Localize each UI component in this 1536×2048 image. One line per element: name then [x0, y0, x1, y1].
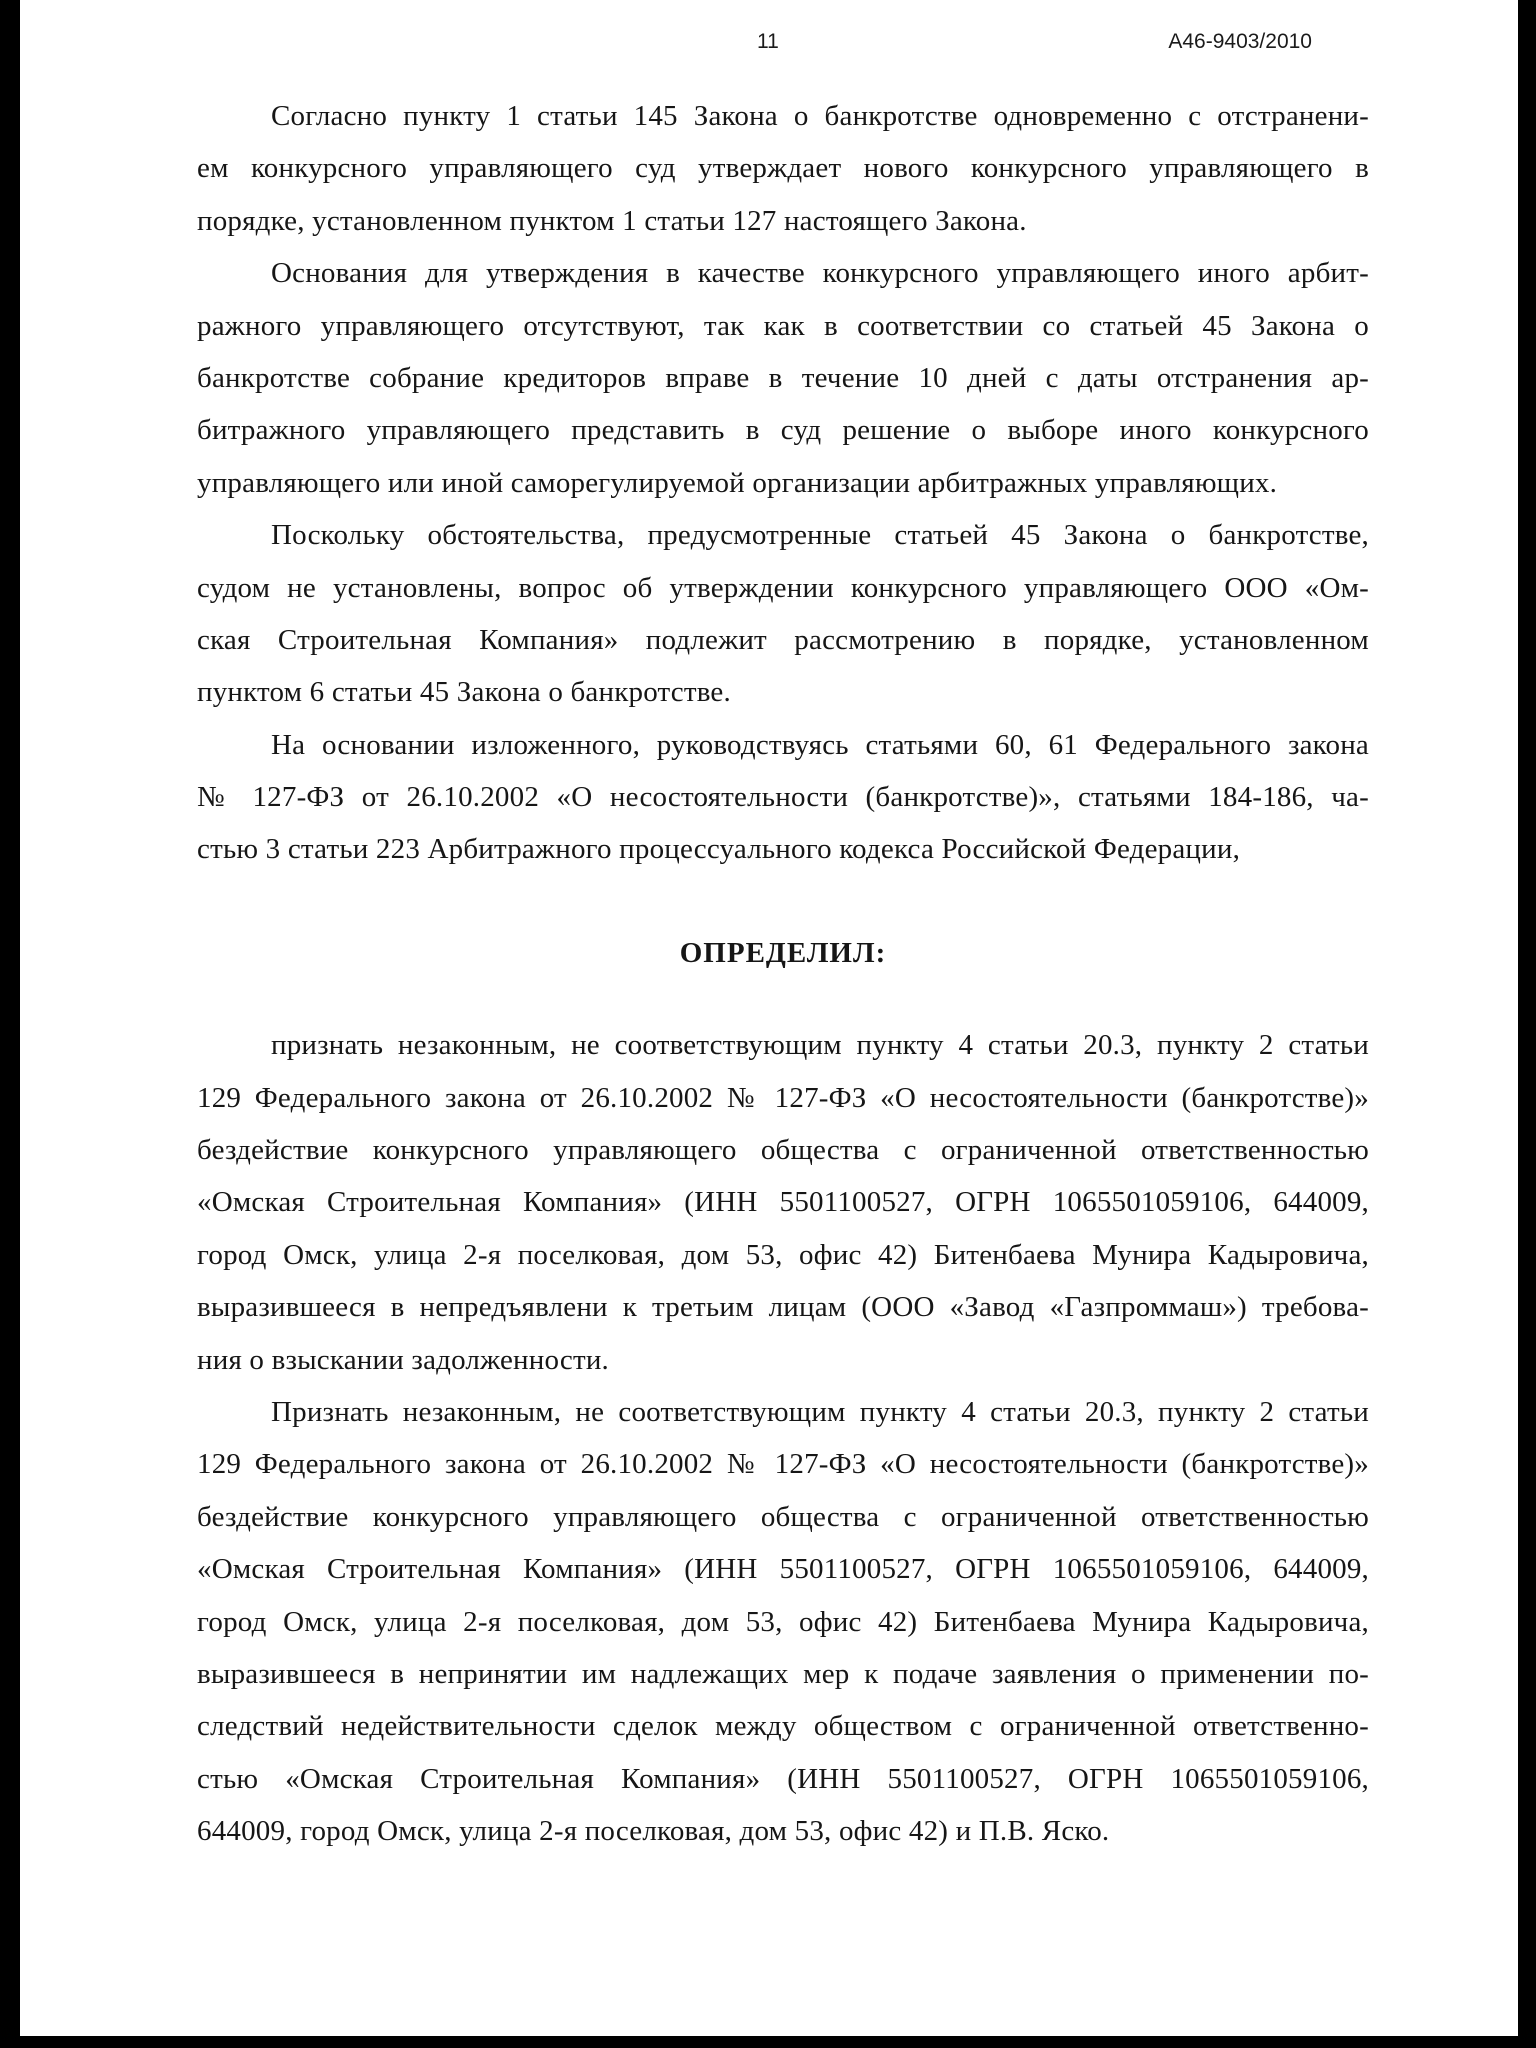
text-line: признать незаконным, не соответствующим пункту 4 статьи 20.3, пункту 2 статьи: [271, 1029, 1369, 1062]
document-body: [197, 90, 1369, 1858]
text-line: Поскольку обстоятельства, предусмотренные статьей 45 Закона о банкротстве,: [271, 519, 1369, 552]
text-line: ем конкурсного управляющего суд утверждает нового конкурсного управляющего в: [197, 152, 1369, 185]
text-line: стью «Омская Строительная Компания» (ИНН 5501100527, ОГРН 1065501059106,: [197, 1762, 1369, 1795]
scan-edge-bottom: [0, 2036, 1536, 2048]
page-number: 11: [757, 30, 779, 53]
text-line: пунктом 6 статьи 45 Закона о банкротстве.: [197, 676, 731, 709]
text-line: город Омск, улица 2-я поселковая, дом 53, офис 42) Битенбаева Мунира Кадыровича,: [197, 1605, 1369, 1638]
text-line: порядке, установленном пунктом 1 статьи 127 настоящего Закона.: [197, 204, 1027, 237]
text-line: стью 3 статьи 223 Арбитражного процессуального кодекса Российской Федерации,: [197, 833, 1241, 866]
text-line: № 127-ФЗ от 26.10.2002 «О несостоятельности (банкротстве)», статьями 184-186, ча-: [197, 781, 1369, 814]
text-line: «Омская Строительная Компания» (ИНН 5501100527, ОГРН 1065501059106, 644009,: [197, 1186, 1369, 1219]
case-number: А46-9403/2010: [1168, 30, 1312, 53]
text-line: битражного управляющего представить в суд решение о выборе иного конкурсного: [197, 414, 1369, 447]
text-line: 129 Федерального закона от 26.10.2002 № 127-ФЗ «О несостоятельности (банкротстве)»: [197, 1448, 1369, 1481]
text-line: ражного управляющего отсутствуют, так как в соответствии со статьей 45 Закона о: [197, 309, 1369, 342]
text-line: банкротстве собрание кредиторов вправе в течение 10 дней с даты отстранения ар-: [197, 361, 1369, 394]
text-line: бездействие конкурсного управляющего общества с ограниченной ответственностью: [197, 1134, 1369, 1167]
text-line: 129 Федерального закона от 26.10.2002 № 127-ФЗ «О несостоятельности (банкротстве)»: [197, 1081, 1369, 1114]
text-line: следствий недействительности сделок между обществом с ограниченной ответственно-: [197, 1710, 1369, 1743]
text-line: судом не установлены, вопрос об утверждении конкурсного управляющего ООО «Ом-: [197, 571, 1369, 604]
text-line: На основании изложенного, руководствуясь статьями 60, 61 Федерального закона: [271, 728, 1369, 761]
text-line: выразившееся в непринятии им надлежащих мер к подаче заявления о применении по-: [197, 1657, 1369, 1690]
text-line: ния о взыскании задолженности.: [197, 1343, 609, 1376]
text-line: ская Строительная Компания» подлежит рассмотрению в порядке, установленном: [197, 623, 1369, 656]
text-line: выразившееся в непредъявлени к третьим лицам (ООО «Завод «Газпроммаш») требова-: [197, 1291, 1369, 1324]
text-line: «Омская Строительная Компания» (ИНН 5501100527, ОГРН 1065501059106, 644009,: [197, 1553, 1369, 1586]
decision-heading: ОПРЕДЕЛИЛ:: [679, 936, 887, 969]
text-line: 644009, город Омск, улица 2-я поселковая, дом 53, офис 42) и П.В. Яско.: [197, 1815, 1110, 1848]
text-line: управляющего или иной саморегулируемой организации арбитражных управляющих.: [197, 466, 1278, 499]
text-line: Согласно пункту 1 статьи 145 Закона о банкротстве одновременно с отстранени-: [271, 100, 1369, 132]
text-line: Признать незаконным, не соответствующим пункту 4 статьи 20.3, пункту 2 статьи: [271, 1395, 1369, 1428]
scan-edge-left: [0, 0, 20, 2048]
text-line: город Омск, улица 2-я поселковая, дом 53, офис 42) Битенбаева Мунира Кадыровича,: [197, 1238, 1369, 1271]
text-line: Основания для утверждения в качестве конкурсного управляющего иного арбит-: [271, 257, 1369, 290]
text-line: бездействие конкурсного управляющего общества с ограниченной ответственностью: [197, 1500, 1369, 1533]
scan-edge-right: [1518, 0, 1536, 2048]
